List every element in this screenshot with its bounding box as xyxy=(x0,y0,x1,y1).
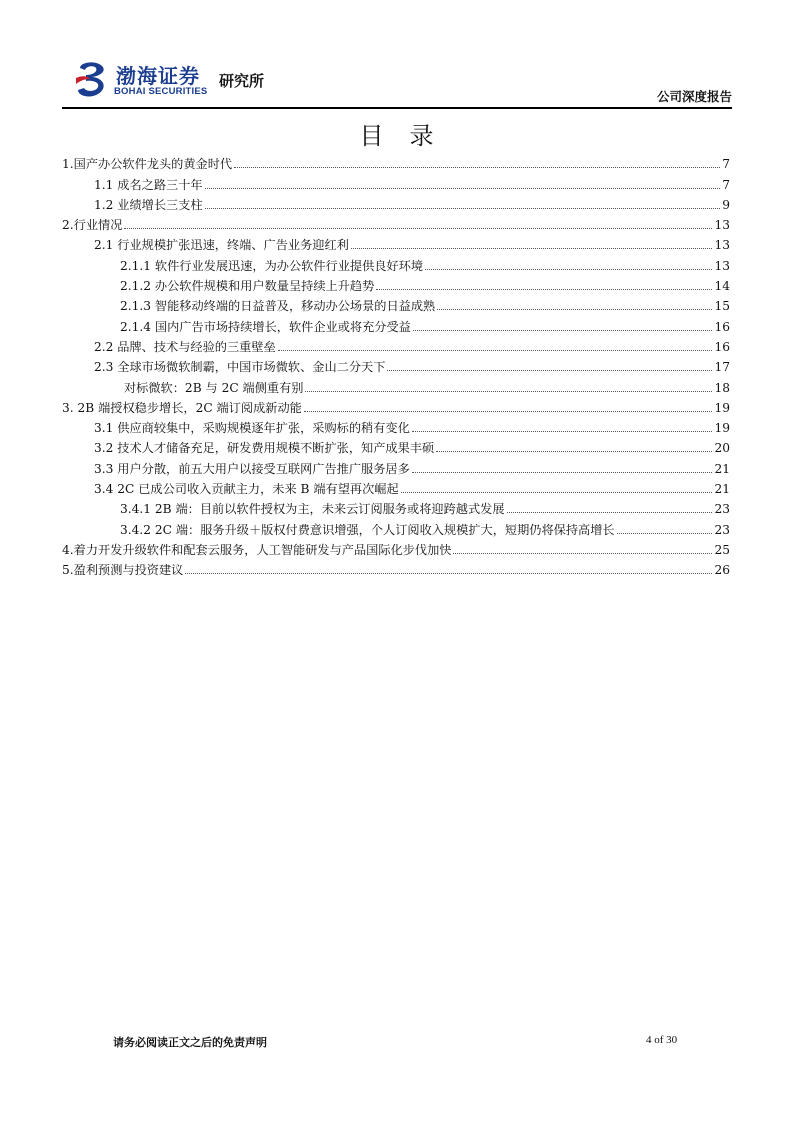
toc-entry[interactable] xyxy=(62,294,730,314)
toc-entry[interactable] xyxy=(62,172,730,192)
toc-leader xyxy=(234,167,720,168)
toc-entry[interactable] xyxy=(62,253,730,273)
toc-entry-page: 7 xyxy=(722,157,730,172)
toc-leader xyxy=(401,492,713,493)
toc-entry-page: 25 xyxy=(714,542,730,557)
toc-entry-page: 9 xyxy=(722,197,730,212)
toc-entry[interactable] xyxy=(62,355,730,375)
toc-entry-page: 13 xyxy=(714,238,730,253)
toc-leader xyxy=(351,248,713,249)
logo-english-name: BOHAI SECURITIES xyxy=(114,86,208,97)
toc-entry[interactable] xyxy=(62,477,730,497)
toc-leader xyxy=(124,228,712,229)
toc-entry[interactable] xyxy=(62,152,730,172)
toc-leader xyxy=(412,472,713,473)
logo-chinese-name: 渤海证券 xyxy=(116,64,200,88)
toc-entry-page: 26 xyxy=(714,563,730,578)
toc-entry[interactable] xyxy=(62,517,730,537)
toc-leader xyxy=(507,512,713,513)
toc-leader xyxy=(436,451,712,452)
toc-entry-page: 18 xyxy=(714,380,730,395)
toc-entry-text: 2.1.1 软件行业发展迅速，为办公软件行业提供良好环境 xyxy=(120,258,424,273)
toc-entry-text: 3.2 技术人才储备充足，研发费用规模不断扩张，知产成果丰硕 xyxy=(94,441,435,456)
toc-entry-page: 17 xyxy=(714,360,730,375)
toc-entry-text: 2.1.3 智能移动终端的日益普及，移动办公场景的日益成熟 xyxy=(120,299,436,314)
toc-entry-text: 3.4.1 2B 端：目前以软件授权为主，未来云订阅服务或将迎跨越式发展 xyxy=(120,502,505,517)
institute-label: 研究所 xyxy=(219,72,265,90)
toc-entry-page: 21 xyxy=(714,482,730,497)
table-of-contents xyxy=(62,152,730,578)
toc-entry-text: 5.盈利预测与投资建议 xyxy=(62,563,184,578)
toc-entry-text: 2.3 全球市场微软制霸，中国市场微软、金山二分天下 xyxy=(94,360,386,375)
toc-leader xyxy=(185,573,712,574)
toc-entry-page: 16 xyxy=(714,339,730,354)
toc-leader xyxy=(413,330,713,331)
toc-entry[interactable] xyxy=(62,314,730,334)
toc-entry-page: 13 xyxy=(714,258,730,273)
toc-entry[interactable] xyxy=(62,436,730,456)
toc-entry-text: 1.1 成名之路三十年 xyxy=(94,177,203,192)
toc-entry-page: 20 xyxy=(714,441,730,456)
toc-entry-page: 23 xyxy=(714,522,730,537)
toc-entry-text: 对标微软：2B 与 2C 端侧重有别 xyxy=(124,380,304,395)
toc-entry-page: 15 xyxy=(714,299,730,314)
toc-entry-text: 2.1.4 国内广告市场持续增长，软件企业或将充分受益 xyxy=(120,319,411,334)
toc-leader xyxy=(412,431,713,432)
toc-entry-page: 14 xyxy=(714,279,730,294)
toc-leader xyxy=(453,553,712,554)
toc-entry-text: 3. 2B 端授权稳步增长，2C 端订阅成新动能 xyxy=(62,400,302,415)
header-divider xyxy=(62,107,732,109)
toc-entry-text: 3.1 供应商较集中，采购规模逐年扩张，采购标的稍有变化 xyxy=(94,421,410,436)
toc-entry[interactable] xyxy=(62,213,730,233)
toc-entry-text: 4.着力开发升级软件和配套云服务，人工智能研发与产品国际化步伐加快 xyxy=(62,542,452,557)
toc-entry-page: 19 xyxy=(714,400,730,415)
toc-entry[interactable] xyxy=(62,233,730,253)
page-header xyxy=(62,58,732,108)
page-number: 4 of 30 xyxy=(646,1034,678,1046)
toc-entry-page: 16 xyxy=(714,319,730,334)
toc-entry-text: 1.国产办公软件龙头的黄金时代 xyxy=(62,157,233,172)
toc-entry-text: 2.1.2 办公软件规模和用户数量呈持续上升趋势 xyxy=(120,279,375,294)
toc-leader xyxy=(205,188,721,189)
report-type-label: 公司深度报告 xyxy=(656,89,732,104)
toc-leader xyxy=(376,289,712,290)
toc-entry[interactable] xyxy=(62,274,730,294)
toc-leader xyxy=(425,269,712,270)
toc-entry[interactable] xyxy=(62,416,730,436)
toc-entry-text: 1.2 业绩增长三支柱 xyxy=(94,197,203,212)
toc-leader xyxy=(304,411,713,412)
toc-entry-text: 3.4.2 2C 端：服务升级＋版权付费意识增强，个人订阅收入规模扩大，短期仍将保持高增长 xyxy=(120,522,615,537)
toc-entry[interactable] xyxy=(62,396,730,416)
toc-entry-text: 3.4 2C 已成公司收入贡献主力，未来 B 端有望再次崛起 xyxy=(94,482,399,497)
toc-entry-page: 23 xyxy=(714,502,730,517)
toc-entry[interactable] xyxy=(62,456,730,476)
toc-entry[interactable] xyxy=(62,375,730,395)
toc-leader xyxy=(278,350,713,351)
toc-entry[interactable] xyxy=(62,193,730,213)
toc-leader xyxy=(617,533,713,534)
bohai-logo-icon xyxy=(74,60,110,100)
toc-entry[interactable] xyxy=(62,558,730,578)
toc-leader xyxy=(305,391,712,392)
disclaimer-note: 请务必阅读正文之后的免责声明 xyxy=(113,1036,267,1049)
toc-leader xyxy=(205,208,721,209)
toc-leader xyxy=(437,309,712,310)
toc-entry-page: 13 xyxy=(714,218,730,233)
toc-leader xyxy=(387,370,712,371)
toc-title: 目录 xyxy=(359,122,460,150)
toc-entry-page: 7 xyxy=(722,177,730,192)
toc-entry-page: 21 xyxy=(714,461,730,476)
toc-entry[interactable] xyxy=(62,497,730,517)
toc-entry-text: 2.2 品牌、技术与经验的三重壁垒 xyxy=(94,339,276,354)
toc-entry-text: 2.1 行业规模扩张迅速，终端、广告业务迎红利 xyxy=(94,238,349,253)
toc-entry-text: 3.3 用户分散，前五大用户以接受互联网广告推广服务居多 xyxy=(94,461,410,476)
toc-entry[interactable] xyxy=(62,538,730,558)
toc-entry[interactable] xyxy=(62,335,730,355)
toc-entry-page: 19 xyxy=(714,421,730,436)
toc-entry-text: 2.行业情况 xyxy=(62,218,123,233)
